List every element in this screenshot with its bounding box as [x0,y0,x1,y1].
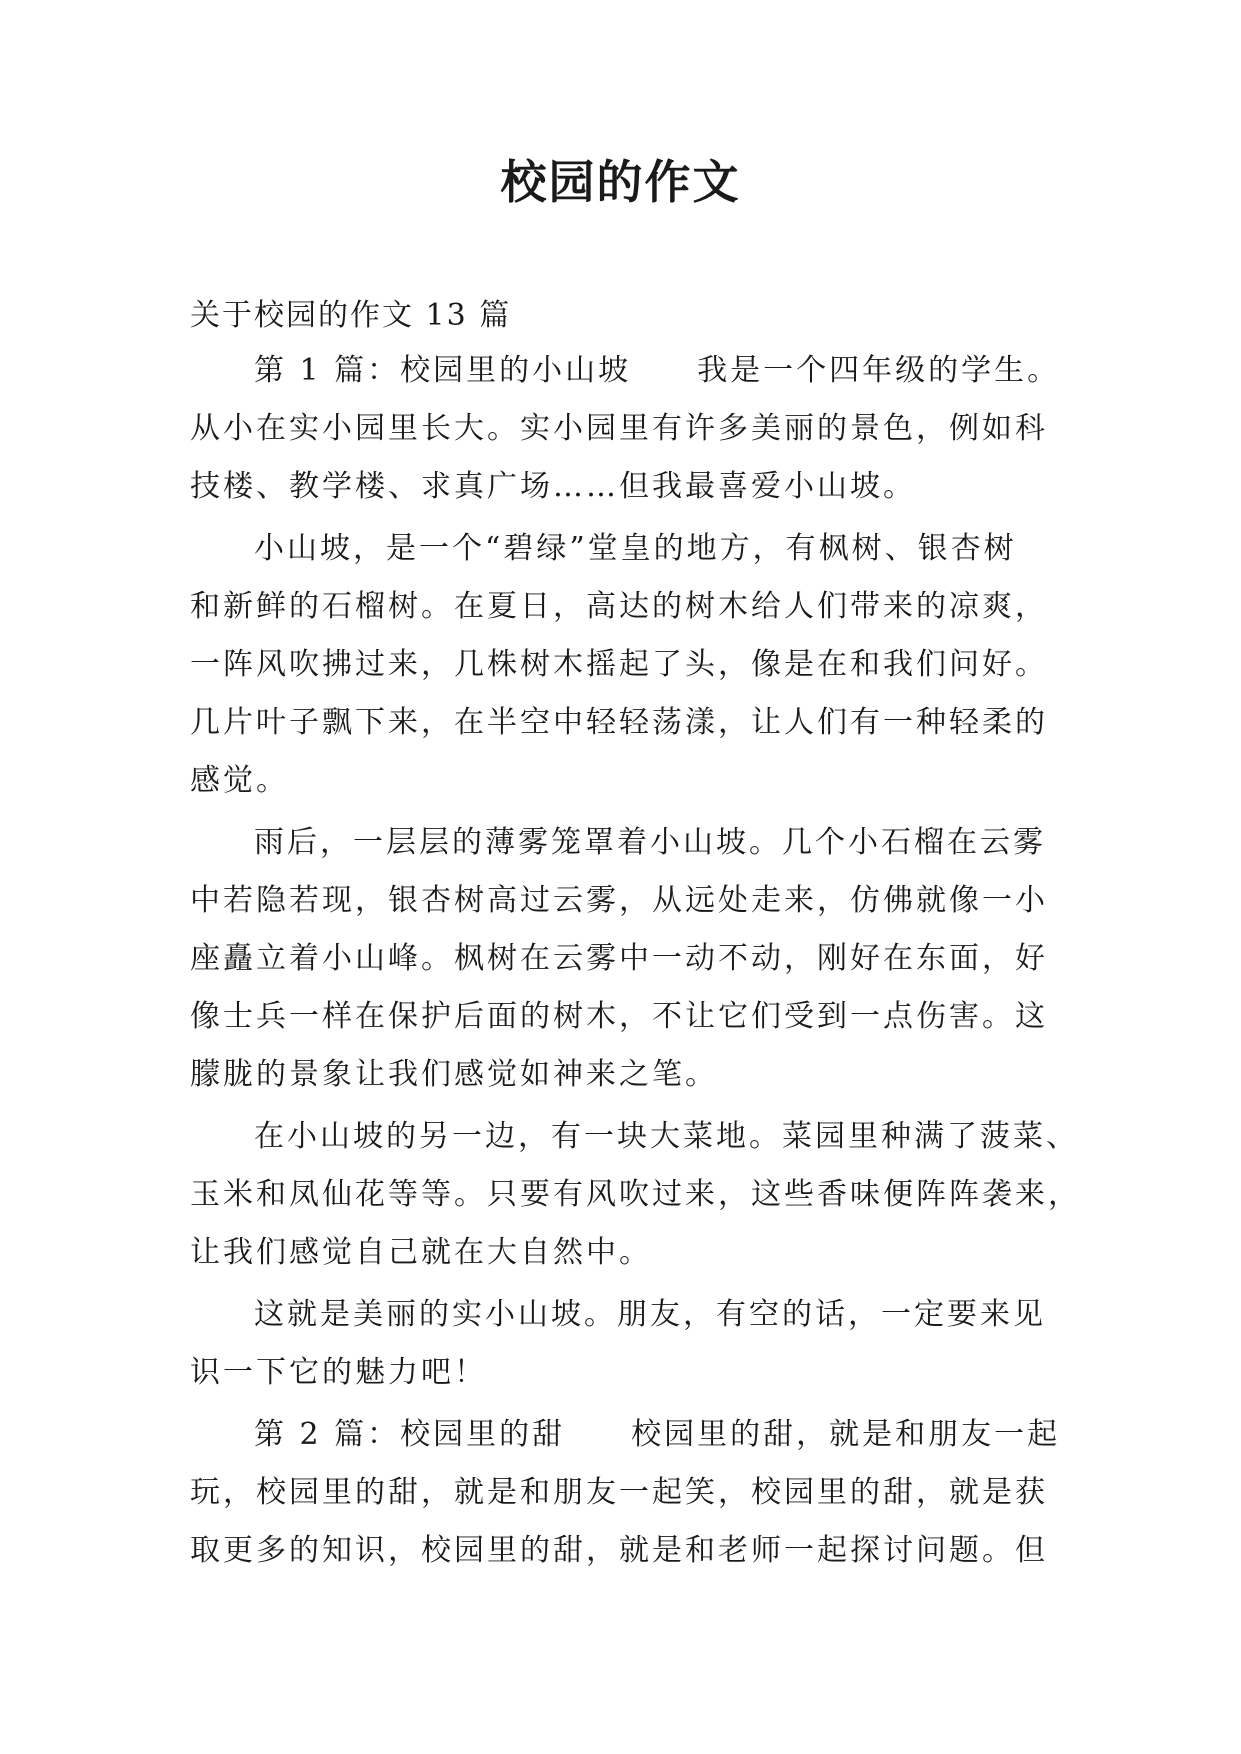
text-line: 中若隐若现，银杏树高过云雾，从远处走来，仿佛就像一小 [190,883,1048,918]
text-line: 第 1 篇：校园里的小山坡 我是一个四年级的学生。 [254,353,1061,388]
text-line: 玉米和凤仙花等等。只要有风吹过来，这些香味便阵阵袭来， [190,1177,1081,1212]
text-line: 让我们感觉自己就在大自然中。 [190,1235,652,1270]
text-line: 感觉。 [190,763,289,798]
document-body [190,290,1081,1580]
text-line: 雨后，一层层的薄雾笼罩着小山坡。几个小石榴在云雾 [254,825,1046,860]
text-line: 小山坡，是一个“碧绿”堂皇的地方，有枫树、银杏树 [254,531,1017,566]
text-line: 这就是美丽的实小山坡。朋友，有空的话，一定要来见 [254,1297,1046,1332]
document-title: 校园的作文 [500,155,741,209]
text-line: 朦胧的景象让我们感觉如神来之笔。 [190,1057,718,1092]
text-line: 技楼、教学楼、求真广场……但我最喜爱小山坡。 [190,469,916,504]
text-line: 像士兵一样在保护后面的树木，不让它们受到一点伤害。这 [190,999,1048,1034]
text-line: 和新鲜的石榴树。在夏日，高达的树木给人们带来的凉爽， [190,589,1048,624]
text-line: 在小山坡的另一边，有一块大菜地。菜园里种满了菠菜、 [254,1119,1079,1154]
text-line: 玩，校园里的甜，就是和朋友一起笑，校园里的甜，就是获 [190,1475,1048,1510]
text-line: 一阵风吹拂过来，几株树木摇起了头，像是在和我们问好。 [190,647,1048,682]
text-line: 第 2 篇：校园里的甜 校园里的甜，就是和朋友一起 [254,1417,1061,1452]
text-line: 座矗立着小山峰。枫树在云雾中一动不动，刚好在东面，好 [190,941,1048,976]
text-line: 从小在实小园里长大。实小园里有许多美丽的景色，例如科 [190,411,1048,446]
text-line: 取更多的知识，校园里的甜，就是和老师一起探讨问题。但 [190,1533,1048,1568]
document-subtitle: 关于校园的作文 13 篇 [190,298,512,333]
text-line: 识一下它的魅力吧！ [190,1355,487,1390]
text-line: 几片叶子飘下来，在半空中轻轻荡漾，让人们有一种轻柔的 [190,705,1048,740]
